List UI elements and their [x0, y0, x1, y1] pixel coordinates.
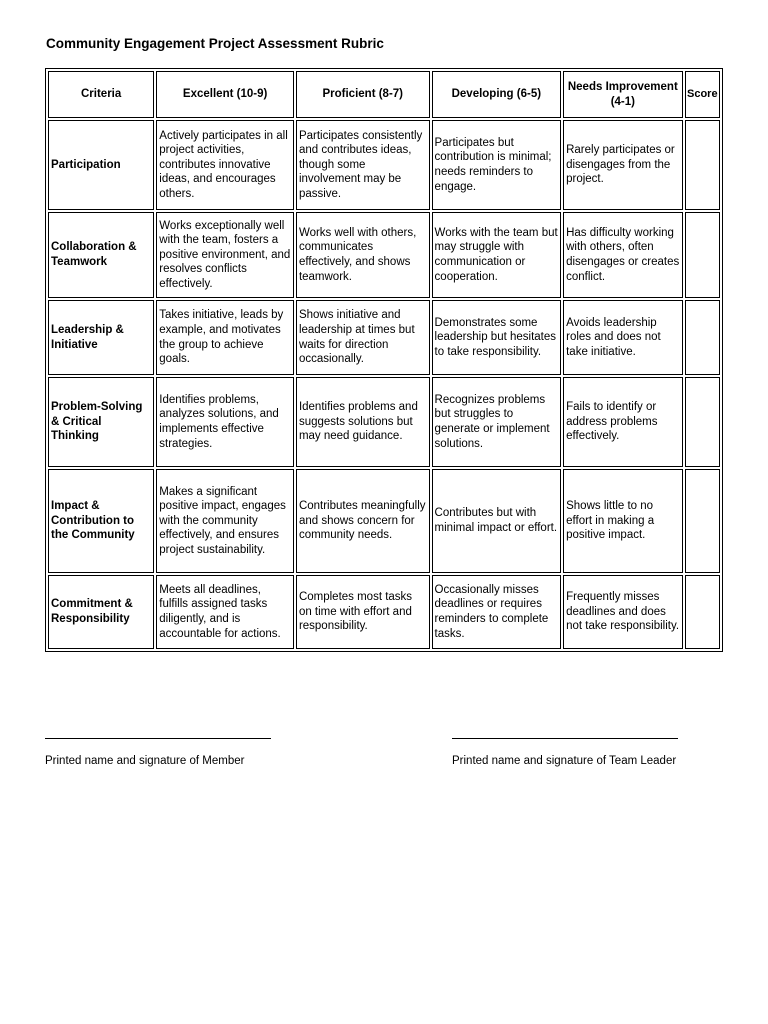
- rubric-table: [45, 68, 723, 652]
- needs-improvement-cell: Fails to identify or address problems effectively.: [563, 377, 682, 467]
- score-cell[interactable]: [685, 377, 720, 467]
- header-developing: Developing (6-5): [432, 71, 562, 118]
- score-cell[interactable]: [685, 300, 720, 375]
- table-row: [48, 575, 720, 649]
- header-score: Score: [685, 71, 720, 118]
- excellent-cell: Takes initiative, leads by example, and motivates the group to achieve goals.: [156, 300, 294, 375]
- developing-cell: Works with the team but may struggle with communication or cooperation.: [432, 212, 562, 298]
- header-needs-improvement: Needs Improvement (4-1): [563, 71, 682, 118]
- member-signature-label: Printed name and signature of Member: [45, 755, 245, 767]
- leader-signature-line[interactable]: [452, 738, 678, 739]
- score-cell[interactable]: [685, 212, 720, 298]
- page-title: Community Engagement Project Assessment Rubric: [46, 36, 384, 51]
- excellent-cell: Meets all deadlines, fulfills assigned tasks diligently, and is accountable for actions.: [156, 575, 294, 649]
- needs-improvement-cell: Shows little to no effort in making a positive impact.: [563, 469, 682, 573]
- score-cell[interactable]: [685, 120, 720, 210]
- header-criteria: Criteria: [48, 71, 154, 118]
- table-row: [48, 300, 720, 375]
- leader-signature-label: Printed name and signature of Team Leader: [452, 755, 677, 767]
- proficient-cell: Identifies problems and suggests solutions but may need guidance.: [296, 377, 430, 467]
- proficient-cell: Participates consistently and contributes ideas, though some involvement may be passive.: [296, 120, 430, 210]
- score-cell[interactable]: [685, 575, 720, 649]
- developing-cell: Contributes but with minimal impact or effort.: [432, 469, 562, 573]
- proficient-cell: Completes most tasks on time with effort and responsibility.: [296, 575, 430, 649]
- member-signature-line[interactable]: [45, 738, 271, 739]
- criteria-cell: Collaboration & Teamwork: [48, 212, 154, 298]
- criteria-cell: Problem-Solving & Critical Thinking: [48, 377, 154, 467]
- table-header-row: [48, 71, 720, 118]
- developing-cell: Demonstrates some leadership but hesitates to take responsibility.: [432, 300, 562, 375]
- criteria-cell: Impact & Contribution to the Community: [48, 469, 154, 573]
- table-row: [48, 212, 720, 298]
- excellent-cell: Identifies problems, analyzes solutions, and implements effective strategies.: [156, 377, 294, 467]
- developing-cell: Recognizes problems but struggles to generate or implement solutions.: [432, 377, 562, 467]
- excellent-cell: Works exceptionally well with the team, fosters a positive environment, and resolves conflicts effectively.: [156, 212, 294, 298]
- criteria-cell: Leadership & Initiative: [48, 300, 154, 375]
- excellent-cell: Makes a significant positive impact, engages with the community effectively, and ensures project sustainability.: [156, 469, 294, 573]
- criteria-cell: Participation: [48, 120, 154, 210]
- criteria-cell: Commitment & Responsibility: [48, 575, 154, 649]
- table-row: [48, 469, 720, 573]
- score-cell[interactable]: [685, 469, 720, 573]
- proficient-cell: Contributes meaningfully and shows concern for community needs.: [296, 469, 430, 573]
- developing-cell: Participates but contribution is minimal; needs reminders to engage.: [432, 120, 562, 210]
- needs-improvement-cell: Frequently misses deadlines and does not take responsibility.: [563, 575, 682, 649]
- needs-improvement-cell: Rarely participates or disengages from the project.: [563, 120, 682, 210]
- proficient-cell: Works well with others, communicates effectively, and shows teamwork.: [296, 212, 430, 298]
- proficient-cell: Shows initiative and leadership at times but waits for direction occasionally.: [296, 300, 430, 375]
- header-excellent: Excellent (10-9): [156, 71, 294, 118]
- table-row: [48, 120, 720, 210]
- developing-cell: Occasionally misses deadlines or requires reminders to complete tasks.: [432, 575, 562, 649]
- excellent-cell: Actively participates in all project activities, contributes innovative ideas, and encourages others.: [156, 120, 294, 210]
- table-row: [48, 377, 720, 467]
- header-proficient: Proficient (8-7): [296, 71, 430, 118]
- needs-improvement-cell: Avoids leadership roles and does not take initiative.: [563, 300, 682, 375]
- needs-improvement-cell: Has difficulty working with others, often disengages or creates conflict.: [563, 212, 682, 298]
